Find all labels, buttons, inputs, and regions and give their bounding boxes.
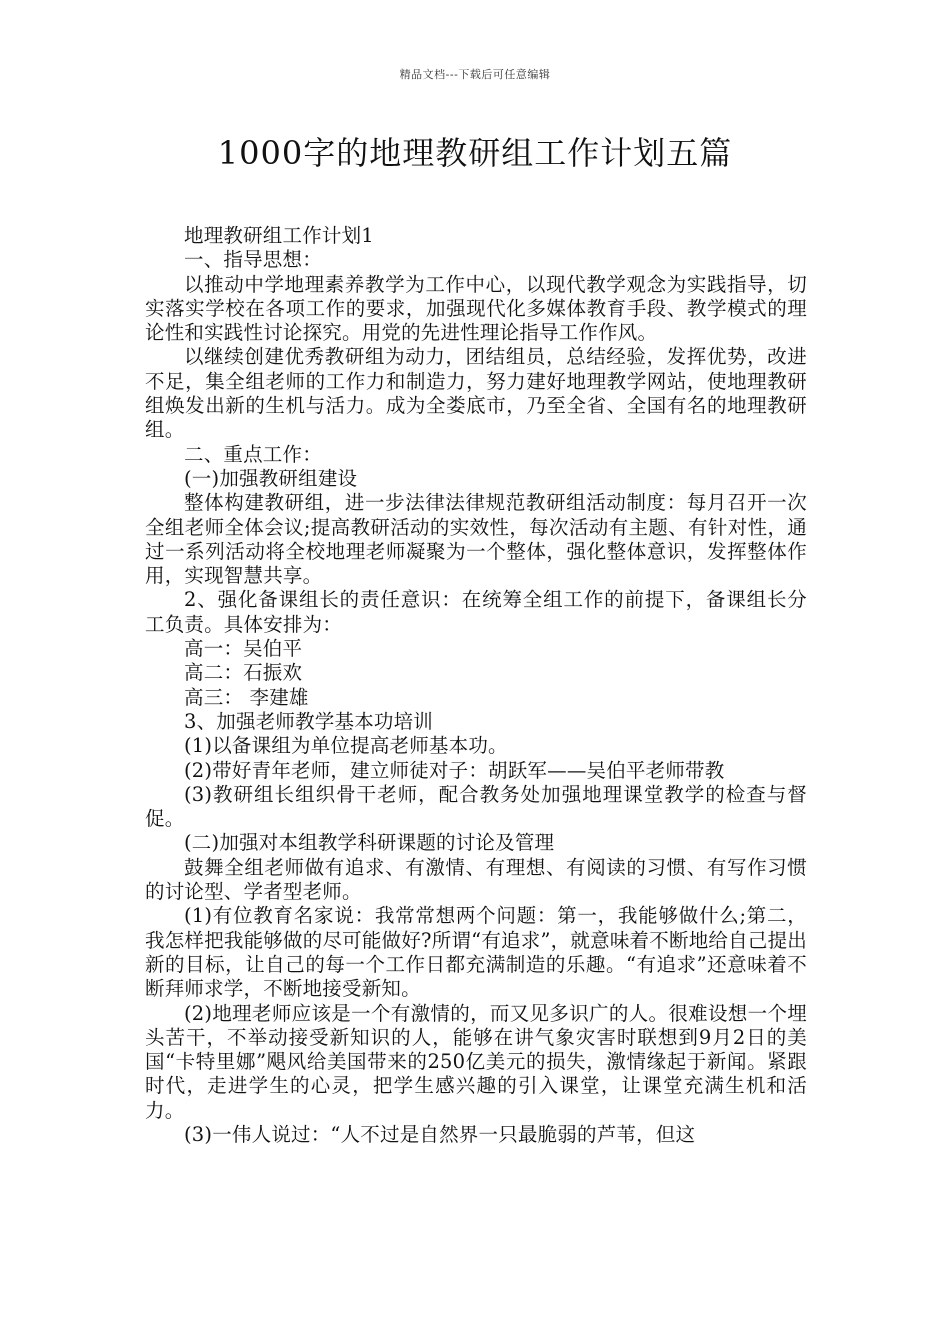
section-heading-plan-1: 地理教研组工作计划1 [184, 224, 374, 247]
document-body [145, 224, 807, 1147]
paragraph: (1)有位教育名家说：我常常想两个问题：第一，我能够做什么;第二，我怎样把我能够做的尽可能做好?所谓“有追求”，就意味着不断地给自己提出新的目标，让自己的每一个工作日都充满制造的乐趣。“有追求”还意味着不断拜师求学，不断地接受新知。 [145, 904, 807, 1001]
paragraph: (2)地理老师应该是一个有激情的，而又见多识广的人。很难设想一个埋头苦干，不举动接受新知识的人，能够在讲气象灾害时联想到9月2日的美国“卡特里娜”飓风给美国带来的250亿美元的损失，激情缘起于新闻。紧跟时代，走进学生的心灵，把学生感兴趣的引入课堂，让课堂充满生机和活力。 [145, 1001, 807, 1122]
subsection-heading: (一)加强教研组建设 [184, 466, 358, 490]
list-item: (3)教研组长组织骨干老师，配合教务处加强地理课堂教学的检查与督促。 [145, 782, 807, 831]
section-heading-key-work: 二、重点工作： [184, 442, 322, 466]
paragraph: 以推动中学地理素养教学为工作中心，以现代教学观念为实践指导，切实落实学校在各项工作的要求，加强现代化多媒体教育手段、教学模式的理论性和实践性讨论探究。用党的先进性理论指导工作作风。 [145, 272, 807, 345]
list-item: 高二：石振欢 [184, 661, 303, 685]
paragraph: 2、强化备课组长的责任意识：在统筹全组工作的前提下，备课组长分工负责。具体安排为： [145, 588, 807, 636]
list-item: (1)以备课组为单位提高老师基本功。 [184, 734, 508, 758]
subsection-heading: (二)加强对本组教学科研课题的讨论及管理 [184, 831, 555, 855]
paragraph: (3)一伟人说过：“人不过是自然界一只最脆弱的芦苇，但这 [184, 1122, 696, 1146]
header-note: 精品文档---下载后可任意编辑 [399, 68, 551, 81]
document-title: 1000字的地理教研组工作计划五篇 [217, 134, 733, 172]
paragraph: 整体构建教研组，进一步法律法律规范教研组活动制度：每月召开一次全组老师全体会议;提高教研活动的实效性，每次活动有主题、有针对性，通过一系列活动将全校地理老师凝聚为一个整体，强化整体意识，发挥整体作用，实现智慧共享。 [145, 491, 807, 588]
list-item: 高一：吴伯平 [184, 637, 303, 661]
list-item: 高三： 李建雄 [184, 685, 309, 709]
paragraph: 以继续创建优秀教研组为动力，团结组员，总结经验，发挥优势，改进不足，集全组老师的工作力和制造力，努力建好地理教学网站，使地理教研组焕发出新的生机与活力。成为全娄底市，乃至全省、全国有名的地理教研组。 [145, 345, 807, 442]
section-heading-guiding-ideology: 一、指导思想： [184, 248, 322, 272]
subsection-heading: 3、加强老师教学基本功培训 [184, 709, 434, 733]
paragraph: 鼓舞全组老师做有追求、有激情、有理想、有阅读的习惯、有写作习惯的讨论型、学者型老师。 [145, 855, 807, 904]
list-item: (2)带好青年老师，建立师徒对子：胡跃军——吴伯平老师带教 [184, 758, 725, 782]
